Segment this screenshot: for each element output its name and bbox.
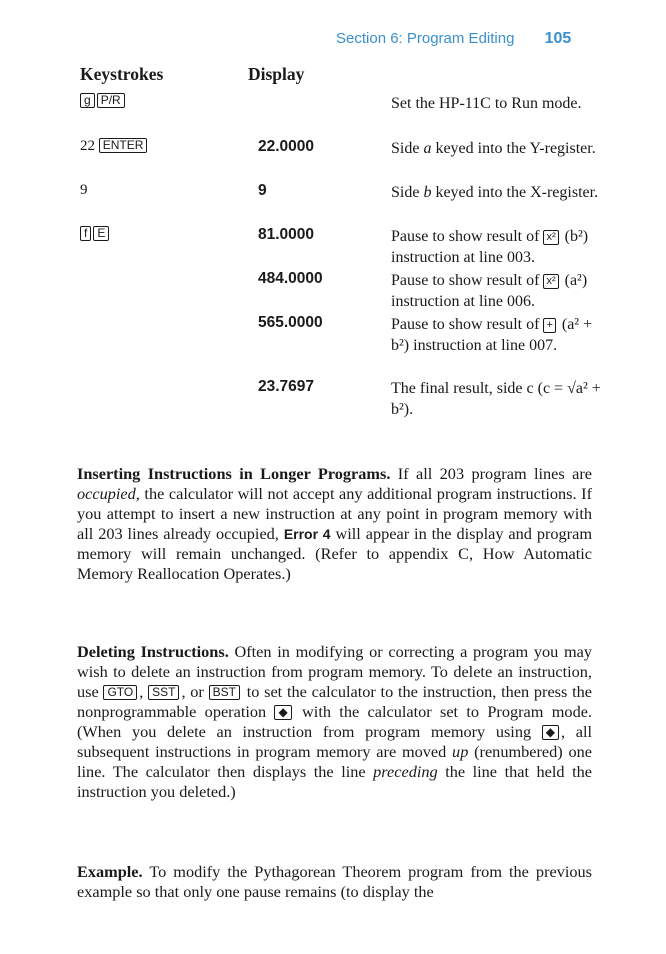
keystrokes-column-heading: Keystrokes (80, 64, 164, 84)
keystroke-cell (80, 138, 149, 155)
keystroke-cell (80, 226, 111, 243)
display-cell: 23.7697 (258, 378, 315, 395)
deleting-instructions-paragraph: Deleting Instructions. Often in modifying or correcting a program you may wish to delete an instruction from program memory. To delete an instruction, use GTO , SST , or BST to set the calculator to the instruction, then press the nonprogrammable operation ◆ with the calculator set to Program mode. (When you delete an instruction from program memory using ◆ , all subsequent instructions in program memory are moved up (renumbered) one line. The calculator then displays the line preceding the line that held the instruction you deleted.) (77, 642, 593, 801)
enter-key: ENTER (99, 138, 148, 153)
keystroke-cell: 9 (80, 182, 88, 198)
section-title: Section 6: Program Editing (336, 30, 515, 47)
description-cell: Pause to show result of x² (a²) instruction at line 006. (391, 272, 588, 310)
inserting-instructions-paragraph: Inserting Instructions in Longer Programs. If all 203 program lines are occupied, the calculator will not accept any additional program instructions. If you attempt to insert a new instruction at any point in program memory with all 203 lines already occupied, Error 4 will appear in the display and program memory will remain unchanged. (Refer to appendix C, How Automatic Memory Reallocation Operates.) (77, 464, 592, 583)
page-number: 105 (544, 30, 572, 47)
e-key: E (93, 226, 109, 241)
x-squared-key: x² (543, 230, 558, 245)
error-code: Error 4 (283, 526, 331, 542)
display-cell: 22.0000 (258, 138, 315, 155)
description-cell: The final result, side c (c = √a² + b²). (391, 380, 601, 418)
description-cell: Pause to show result of x² (b²) instruction at line 003. (391, 228, 589, 266)
p-r-key: P/R (97, 93, 125, 108)
description-cell: Pause to show result of + (a² + b²) instruction at line 007. (391, 316, 593, 354)
display-cell: 81.0000 (258, 226, 315, 243)
paragraph-heading: Deleting Instructions. (77, 642, 229, 661)
back-arrow-key: ◆ (274, 705, 291, 720)
paragraph-heading: Inserting Instructions in Longer Programs. (77, 464, 391, 483)
back-arrow-key: ◆ (542, 725, 559, 740)
description-cell: Side a keyed into the Y-register. (391, 140, 596, 157)
keystroke-prefix: 22 (80, 138, 95, 154)
display-cell: 484.0000 (258, 270, 323, 287)
paragraph-heading: Example. (77, 862, 143, 881)
display-cell: 565.0000 (258, 314, 323, 331)
keystroke-cell (80, 93, 127, 110)
g-key: g (80, 93, 95, 108)
sst-key: SST (148, 685, 179, 700)
bst-key: BST (209, 685, 240, 700)
display-cell: 9 (258, 182, 267, 199)
example-paragraph: Example. To modify the Pythagorean Theorem program from the previous example so that only one pause remains (to display the (77, 862, 592, 901)
display-column-heading: Display (248, 64, 305, 84)
description-cell: Set the HP-11C to Run mode. (391, 95, 582, 112)
plus-key: + (543, 318, 555, 333)
x-squared-key: x² (543, 274, 558, 289)
f-key: f (80, 226, 91, 241)
running-header (336, 30, 571, 48)
gto-key: GTO (103, 685, 137, 700)
description-cell: Side b keyed into the X-register. (391, 184, 599, 201)
